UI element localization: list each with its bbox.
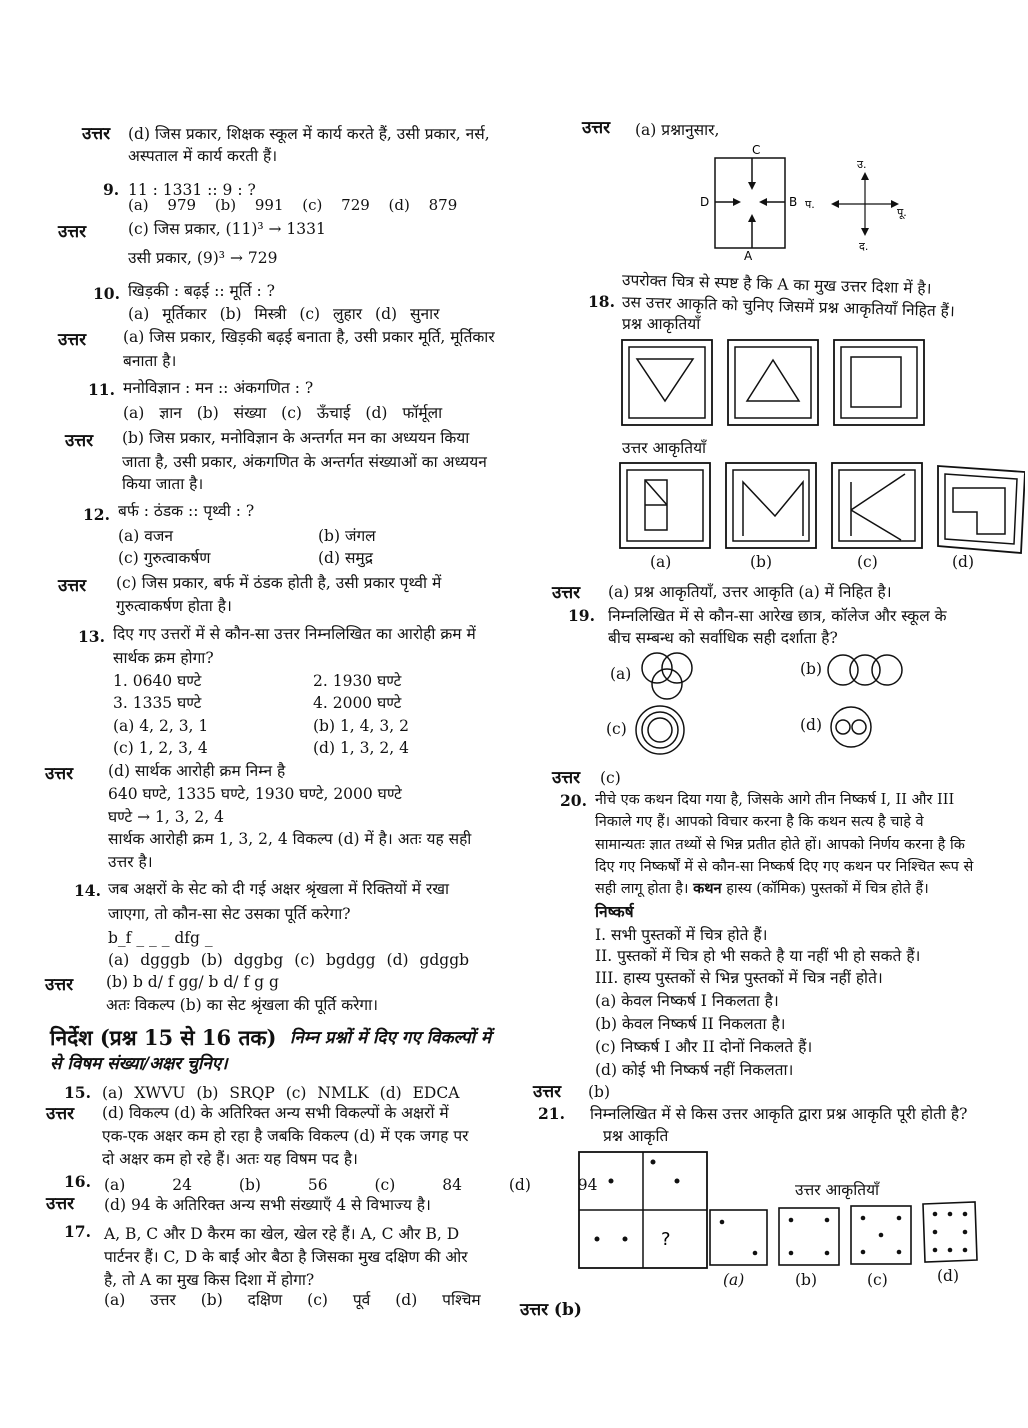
q19-line1: निम्नलिखित में से कौन-सा आरेख छात्र, कॉलेज और स्कूल के [608,607,947,625]
q21-label-d: (d) [937,1267,960,1285]
label-west: प. [805,198,815,211]
answer-11-line3: किया जाता है। [122,475,204,493]
answer-label: उत्तर [45,975,74,995]
answer-label: उत्तर [45,764,74,784]
triangle [747,360,799,401]
question-figure-2 [728,340,818,425]
q13-option-d: (d) 1, 3, 2, 4 [313,739,409,757]
q13-line1: दिए गए उत्तरों में से कौन-सा उत्तर निम्नलिखित का आरोही क्रम में [113,625,476,643]
label-east: पू. [897,206,907,219]
q13-option-c: (c) 1, 2, 3, 4 [113,739,208,757]
q18-label-c: (c) [857,553,878,571]
q12-number: 12. [83,505,110,524]
q13-line2: सार्थक क्रम होगा? [113,649,214,667]
answer-18: (a) प्रश्न आकृतियाँ, उत्तर आकृति (a) में निहित है। [608,583,892,601]
dot [720,1220,725,1225]
q14-number: 14. [74,881,101,900]
question-mark: ? [661,1229,671,1250]
q17-line1: A, B, C और D कैरम का खेल, खेल रहे हैं। A, C और B, D [104,1225,460,1243]
dot [825,1251,830,1256]
q19-label-a: (a) [610,665,632,683]
answer-10-line1: (a) जिस प्रकार, खिड़की बढ़ई बनाता है, उसी प्रकार मूर्ति, मूर्तिकार [123,328,495,346]
answer-label: उत्तर [46,1194,75,1214]
q21-line1: निम्नलिखित में से किस उत्तर आकृति द्वारा प्रश्न आकृति पूरी होती है? [590,1105,968,1123]
q21-answer-d [923,1202,977,1262]
answer-label: उत्तर [58,576,87,596]
arrow-c-head [748,182,756,190]
q14-line2: जाएगा, तो कौन-सा सेट उसका पूर्ति करेगा? [108,905,351,923]
q18-label-b: (b) [750,553,773,571]
dot [933,1248,938,1253]
q19-label-b: (b) [800,660,823,678]
answer-17-label: उत्तर (b) [520,1300,582,1320]
q19-c-circle-outer [636,706,684,754]
direction-figure [675,138,915,264]
q20-option-c: (c) निष्कर्ष I और II दोनों निकलते हैं। [595,1038,813,1056]
q18-answer-figures [615,458,1025,566]
q10-options: (a) मूर्तिकार (b) मिस्त्री (c) लुहार (d) सुनार [128,305,440,323]
answer-figure-b-inner [733,470,809,541]
answer-label: उत्तर [552,768,581,788]
q20-statement: हास्य (कॉमिक) पुस्तकों में चित्र होते हैं। [726,881,929,897]
q13-item4: 4. 2000 घण्टे [313,694,402,712]
answer-label: उत्तर [82,124,111,144]
q21-answer-b [779,1208,839,1265]
q20-line5 [595,879,929,899]
answer-figure-a-diagonal [645,480,667,505]
dot [651,1160,656,1165]
dot [861,1250,866,1255]
q19-d-circle-outer [831,707,871,747]
direction-heading: निर्देश (प्रश्न 15 से 16 तक) [50,1025,277,1050]
question-figure-2-inner [735,347,811,418]
q21-number: 21. [538,1104,565,1123]
right-column [533,0,1028,1428]
answer-figure-c-diagonal [851,510,901,540]
label-north: उ. [857,158,867,171]
dot [623,1237,628,1242]
q20-option-a: (a) केवल निष्कर्ष I निकलता है। [595,992,779,1010]
compass-south-arrow [861,228,869,236]
q15-options: (a) XWVU (b) SRQP (c) NMLK (d) EDCA [102,1084,460,1102]
answer-13-line5: उत्तर है। [108,853,153,871]
q19-label-c: (c) [606,720,627,738]
q11-text: मनोविज्ञान : मन :: अंकगणित : ? [123,379,314,397]
question-figure-1 [622,340,712,425]
dot [861,1216,866,1221]
q12-option-c: (c) गुरुत्वाकर्षण [118,549,211,567]
q17-number: 17. [64,1222,91,1241]
q19-figure-c [630,700,690,760]
label-d: D [700,195,710,209]
label-c: C [752,143,761,157]
q20-statement-label: कथन [693,880,722,897]
dot [963,1230,968,1235]
inverted-triangle [637,359,693,401]
q10-number: 10. [93,284,120,303]
q19-figure-d [825,703,885,753]
answer-label: उत्तर [552,583,581,603]
answer-13-line4: सार्थक आरोही क्रम 1, 3, 2, 4 विकल्प (d) में है। अतः यह सही [108,830,472,848]
q21-question-figure-label: प्रश्न आकृति [603,1127,669,1145]
q20-line4: दिए गए निष्कर्षों में से कौन-सा निष्कर्ष दिए गए कथन पर निश्चित रूप से [595,859,974,875]
dot [825,1218,830,1223]
dot [595,1237,600,1242]
compass-west-arrow [831,200,839,208]
q19-d-circle-left [836,720,850,734]
q21-answer-figures [705,1200,980,1270]
q18-answer-figures-label: उत्तर आकृतियाँ [622,439,707,457]
arrow-d-head [733,198,741,206]
answer-figure-d-shape [953,488,1005,534]
q21-question-figure [577,1150,709,1270]
answer-12-line2: गुरुत्वाकर्षण होता है। [116,597,232,615]
q9-text: 11 : 1331 :: 9 : ? [128,181,256,199]
answer-label: उत्तर [46,1104,75,1124]
answer-label: उत्तर [58,330,87,350]
answer-9-line1: (c) जिस प्रकार, (11)³ → 1331 [128,220,326,238]
question-figure-3 [834,340,924,425]
dot [948,1212,953,1217]
label-b: B [789,195,798,209]
question-figure-1-inner [629,347,705,418]
answer-15-line1: (d) विकल्प (d) के अतिरिक्त अन्य सभी विकल्पों के अक्षरों में [102,1104,449,1122]
answer-9-line2: उसी प्रकार, (9)³ → 729 [128,249,278,267]
q19-b-circle3 [872,655,902,685]
direction-text: निम्न प्रश्नों में दिए गए विकल्पों में [290,1028,492,1048]
answer-14-line2: अतः विकल्प (b) का सेट श्रृंखला की पूर्ति करेगा। [106,996,379,1014]
answer-11-line1: (b) जिस प्रकार, मनोविज्ञान के अन्तर्गत मन का अध्ययन किया [122,429,470,447]
answer-15-line2: एक-एक अक्षर कम हो रहा है जबकि विकल्प (d) में एक जगह पर [102,1127,469,1145]
q9-number: 9. [103,180,120,199]
q10-text: खिड़की : बढ़ई :: मूर्ति : ? [128,282,275,300]
dot [948,1248,953,1253]
q14-line1: जब अक्षरों के सेट को दी गई अक्षर श्रृंखला में रिक्तियों में रखा [108,880,450,898]
dot [963,1212,968,1217]
q20-line2: निकाले गए हैं। आपको विचार करना है कि कथन सत्य है चाहे वे [595,814,924,830]
direction-text-line2: से विषम संख्या/अक्षर चुनिए। [50,1054,228,1074]
answer-19: (c) [600,769,621,787]
dot [789,1218,794,1223]
q21-label-b: (b) [795,1271,818,1289]
q20-conclusion-2: II. पुस्तकों में चित्र हो भी सकते है या नहीं भी हो सकते हैं। [595,947,921,965]
q20-line3: सामान्यतः ज्ञात तथ्यों से भिन्न प्रतीत होते हों। आपको निर्णय करना है कि [595,837,965,853]
answer-15-line3: दो अक्षर कम हो रहे हैं। अतः यह विषम पद है। [102,1150,358,1168]
q18-label-a: (a) [650,553,672,571]
q13-item1: 1. 0640 घण्टे [113,672,202,690]
q19-d-circle-right [852,720,866,734]
q15-number: 15. [64,1083,91,1102]
dot [675,1179,680,1184]
answer-17-line1: (a) प्रश्नानुसार, [635,121,720,139]
q17-line2: पार्टनर हैं। C, D के बाईं ओर बैठा है जिसका मुख दक्षिण की ओर [104,1248,468,1266]
q12-option-b: (b) जंगल [318,527,376,545]
answer-label: उत्तर [582,118,611,138]
q13-option-a: (a) 4, 2, 3, 1 [113,717,209,735]
answer-14-line1: (b) b d/ f gg/ b d/ f g g [106,973,279,991]
q17-options: (a) उत्तर (b) दक्षिण (c) पूर्व (d) पश्चिम [104,1291,481,1309]
answer-label: उत्तर [533,1082,562,1102]
answer-8-line2: अस्पताल में कार्य करती हैं। [128,147,278,165]
q21-label-a: (a) [723,1271,745,1289]
q20-conclusion-3: III. हास्य पुस्तकों से भिन्न पुस्तकों में चित्र नहीं होते। [595,969,883,987]
dot [609,1179,614,1184]
q13-item2: 2. 1930 घण्टे [313,672,402,690]
q18-label-d: (d) [952,553,975,571]
q13-option-b: (b) 1, 4, 3, 2 [313,717,409,735]
q20-conclusion-label: निष्कर्ष [595,902,634,921]
q20-number: 20. [560,791,587,810]
dot [897,1216,902,1221]
answer-figure-b-shape [743,482,803,536]
q19-a-circle3 [652,669,682,699]
q20-line1: नीचे एक कथन दिया गया है, जिसके आगे तीन निष्कर्ष I, II और III [595,792,955,808]
q13-number: 13. [78,627,105,646]
q18-number: 18. [588,292,615,311]
q19-label-d: (d) [800,716,823,734]
q12-text: बर्फ : ठंडक :: पृथ्वी : ? [118,502,255,520]
q17-line3: है, तो A का मुख किस दिशा में होगा? [104,1271,315,1289]
q16-number: 16. [64,1172,91,1191]
q21-answer-a [710,1210,767,1265]
dot [933,1230,938,1235]
q9-options: (a) 979 (b) 991 (c) 729 (d) 879 [128,196,458,214]
q19-a-circle2 [662,653,692,683]
q13-item3: 3. 1335 घण्टे [113,694,202,712]
answer-11-line2: जाता है, उसी प्रकार, अंकगणित के अन्तर्गत संख्याओं का अध्ययन [122,453,487,471]
answer-13-line1: (d) सार्थक आरोही क्रम निम्न है [108,762,286,780]
q18-question-figures [615,335,945,435]
q11-options: (a) ज्ञान (b) संख्या (c) ऊँचाई (d) फॉर्मूला [123,404,443,422]
q12-option-d: (d) समुद्र [318,549,373,567]
q20-option-d: (d) कोई भी निष्कर्ष नहीं निकलता। [595,1061,794,1079]
dot [879,1233,884,1238]
answer-13-line3: घण्टे → 1, 3, 2, 4 [108,808,225,826]
answer-12-line1: (c) जिस प्रकार, बर्फ में ठंडक होती है, उसी प्रकार पृथ्वी में [116,574,442,592]
label-south: द. [859,240,869,253]
answer-10-line2: बनाता है। [123,352,177,370]
q19-figure-a [633,646,703,706]
q14-options: (a) dgggb (b) dggbg (c) bgdgg (d) gdggb [108,951,470,969]
q19-a-circle1 [642,653,672,683]
dot [933,1212,938,1217]
q20-conclusion-1: I. सभी पुस्तकों में चित्र होते हैं। [595,926,768,944]
q20-option-b: (b) केवल निष्कर्ष II निकलता है। [595,1015,786,1033]
q18-line1: उस उत्तर आकृति को चुनिए जिसमें प्रश्न आकृतियाँ निहित हैं। [621,293,955,321]
answer-20: (b) [588,1083,611,1101]
arrow-b-head [759,198,767,206]
answer-17-line2: उपरोक्त चित्र से स्पष्ट है कि A का मुख उत्तर दिशा में है। [621,271,932,298]
arrow-a-head [748,214,756,222]
answer-13-line2: 640 घण्टे, 1335 घण्टे, 1930 घण्टे, 2000 घण्टे [108,785,402,803]
q19-line2: बीच सम्बन्ध को सर्वाधिक सही दर्शाता है? [608,629,838,647]
dot [753,1251,758,1256]
q14-series: b_f _ _ _ dfg _ [108,929,213,947]
q20-line5-part1: सही लागू होता है। [595,881,689,897]
q16-options: (a) 24 (b) 56 (c) 84 (d) 94 [104,1176,598,1194]
q12-option-a: (a) वजन [118,527,173,545]
carrom-box [715,158,785,248]
compass-north-arrow [861,172,869,180]
q19-figure-b [825,650,915,690]
answer-label: उत्तर [58,222,87,242]
q21-label-c: (c) [867,1271,888,1289]
dot [897,1250,902,1255]
answer-16-line1: (d) 94 के अतिरिक्त अन्य सभी संख्याएँ 4 से विभाज्य है। [104,1196,431,1214]
answer-figure-c [832,463,922,548]
label-a: A [744,249,753,263]
q19-number: 19. [568,606,595,625]
q21-answer-figures-label: उत्तर आकृतियाँ [795,1181,880,1199]
answer-label: उत्तर [65,431,94,451]
inner-square [851,357,901,407]
dot [963,1248,968,1253]
q19-c-circle-inner [648,718,672,742]
q11-number: 11. [88,380,115,399]
answer-8-line1: (d) जिस प्रकार, शिक्षक स्कूल में कार्य करते हैं, उसी प्रकार, नर्स, [128,125,490,143]
dot [789,1251,794,1256]
q18-line2: प्रश्न आकृतियाँ [622,315,701,333]
